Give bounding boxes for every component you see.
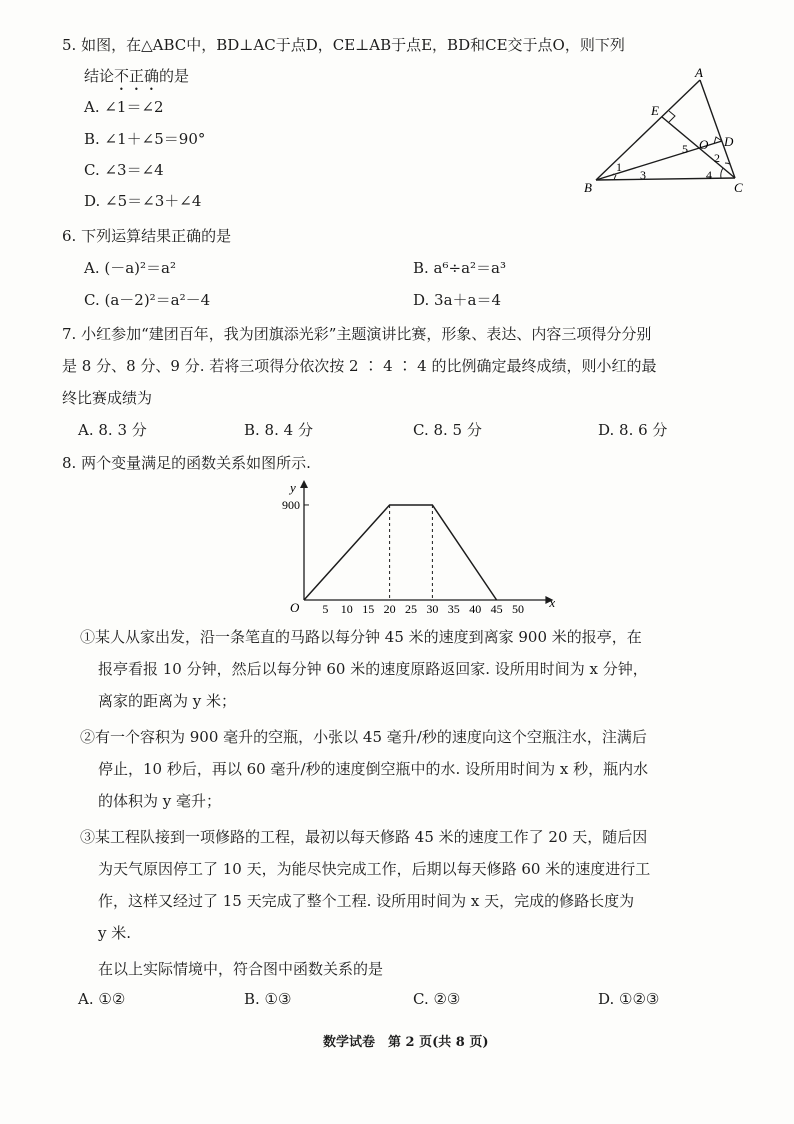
q8-s3-line3: 作，这样又经过了 15 天完成了整个工程. 设所用时间为 x 天，完成的修路长度为 [98, 892, 635, 910]
x-tick-label: 20 [383, 602, 396, 616]
angle-5: 5 [682, 142, 688, 156]
q7-option-b: B. 8. 4 分 [244, 421, 313, 439]
x-axis-label: x [549, 595, 556, 610]
q6-option-d: D. 3a＋a＝4 [413, 291, 502, 309]
y-axis-label: y [290, 480, 296, 495]
y-axis-arrow [300, 480, 308, 488]
origin-label: O [290, 600, 300, 615]
q7-stem-line3: 终比赛成绩为 [62, 389, 153, 407]
q8-s1-line1: ①某人从家出发，沿一条笔直的马路以每分钟 45 米的速度到离家 900 米的报亭，在 [80, 628, 642, 646]
q8-option-d: D. ①②③ [598, 990, 660, 1008]
x-tick-label: 50 [512, 602, 524, 616]
q5-option-b: B. ∠1＋∠5＝90° [84, 130, 206, 148]
q5-stem-line2 [84, 65, 189, 94]
triangle-figure [578, 60, 758, 200]
function-graph [268, 478, 568, 618]
q8-s3-line2: 为天气原因停工了 10 天，为能尽快完成工作，后期以每天修路 60 米的速度进行工 [98, 860, 651, 878]
q6-stem: 6. 下列运算结果正确的是 [62, 227, 232, 245]
angle-4: 4 [706, 168, 712, 182]
q8-s1-line3: 离家的距离为 y 米； [98, 692, 237, 710]
angle-2: 2 [714, 151, 720, 165]
x-tick-label: 45 [490, 602, 503, 616]
label-C: C [734, 180, 743, 195]
q6-option-c: C. (a－2)²＝a²－4 [84, 291, 211, 309]
q5-stem-line1: 5. 如图，在△ABC中，BD⊥AC于点D，CE⊥AB于点E，BD和CE交于点O，则下列 [62, 36, 625, 54]
page-footer: 数学试卷 第 2 页(共 8 页) [323, 1035, 489, 1050]
q6-option-b: B. a⁶÷a²＝a³ [413, 259, 506, 277]
q8-s3-line1: ③某工程队接到一项修路的工程，最初以每天修路 45 米的速度工作了 20 天，随后因 [80, 828, 648, 846]
q5-stem-pre: 结论 [84, 67, 115, 85]
q5-option-d: D. ∠5＝∠3＋∠4 [84, 192, 202, 210]
q8-s2-line3: 的体积为 y 毫升； [98, 792, 222, 810]
label-B: B [584, 180, 592, 195]
q5-emphasis: 不正确 [114, 67, 160, 85]
x-tick-label: 5 [322, 602, 329, 616]
x-tick-label: 10 [340, 602, 353, 616]
q8-s2-line2: 停止，10 秒后，再以 60 毫升/秒的速度倒空瓶中的水. 设所用时间为 x 秒，瓶内水 [98, 760, 649, 778]
q8-stem: 8. 两个变量满足的函数关系如图所示. [62, 454, 311, 472]
q8-s2-line1: ②有一个容积为 900 毫升的空瓶，小张以 45 毫升/秒的速度向这个空瓶注水，注满后 [80, 728, 647, 746]
label-E: E [651, 103, 659, 118]
label-A: A [695, 65, 703, 80]
x-tick-label: 15 [362, 602, 375, 616]
x-tick-label: 35 [447, 602, 460, 616]
y-tick-label: 900 [282, 497, 300, 512]
q8-s3-line4: y 米. [98, 924, 132, 942]
angle-3: 3 [640, 168, 646, 182]
x-tick-label: 30 [426, 602, 439, 616]
q8-option-b: B. ①③ [244, 990, 292, 1008]
q7-option-c: C. 8. 5 分 [413, 421, 482, 439]
q7-option-a: A. 8. 3 分 [78, 421, 147, 439]
q8-option-a: A. ①② [78, 990, 126, 1008]
q7-option-d: D. 8. 6 分 [598, 421, 668, 439]
series-line [304, 505, 497, 600]
q6-option-a: A. (－a)²＝a² [84, 259, 176, 277]
q7-stem-line2: 是 8 分、8 分、9 分. 若将三项得分依次按 2 ∶ 4 ∶ 4 的比例确定最终成绩，则小红的最 [62, 357, 657, 375]
x-tick-label: 25 [405, 602, 417, 616]
q7-stem-line1: 7. 小红参加“建团百年，我为团旗添光彩”主题演讲比赛，形象、表达、内容三项得分分别 [62, 325, 652, 343]
q8-option-c: C. ②③ [413, 990, 461, 1008]
q5-option-c: C. ∠3＝∠4 [84, 161, 164, 179]
angle-1: 1 [616, 160, 622, 174]
q5-stem-post: 的是 [159, 67, 190, 85]
q5-option-a: A. ∠1＝∠2 [84, 98, 164, 116]
q8-question: 在以上实际情境中，符合图中函数关系的是 [98, 960, 384, 978]
q8-s1-line2: 报亭看报 10 分钟，然后以每分钟 60 米的速度原路返回家. 设所用时间为 x 分钟， [98, 660, 648, 678]
label-O: O [699, 137, 709, 152]
label-D: D [724, 134, 734, 149]
x-tick-label: 40 [469, 602, 482, 616]
